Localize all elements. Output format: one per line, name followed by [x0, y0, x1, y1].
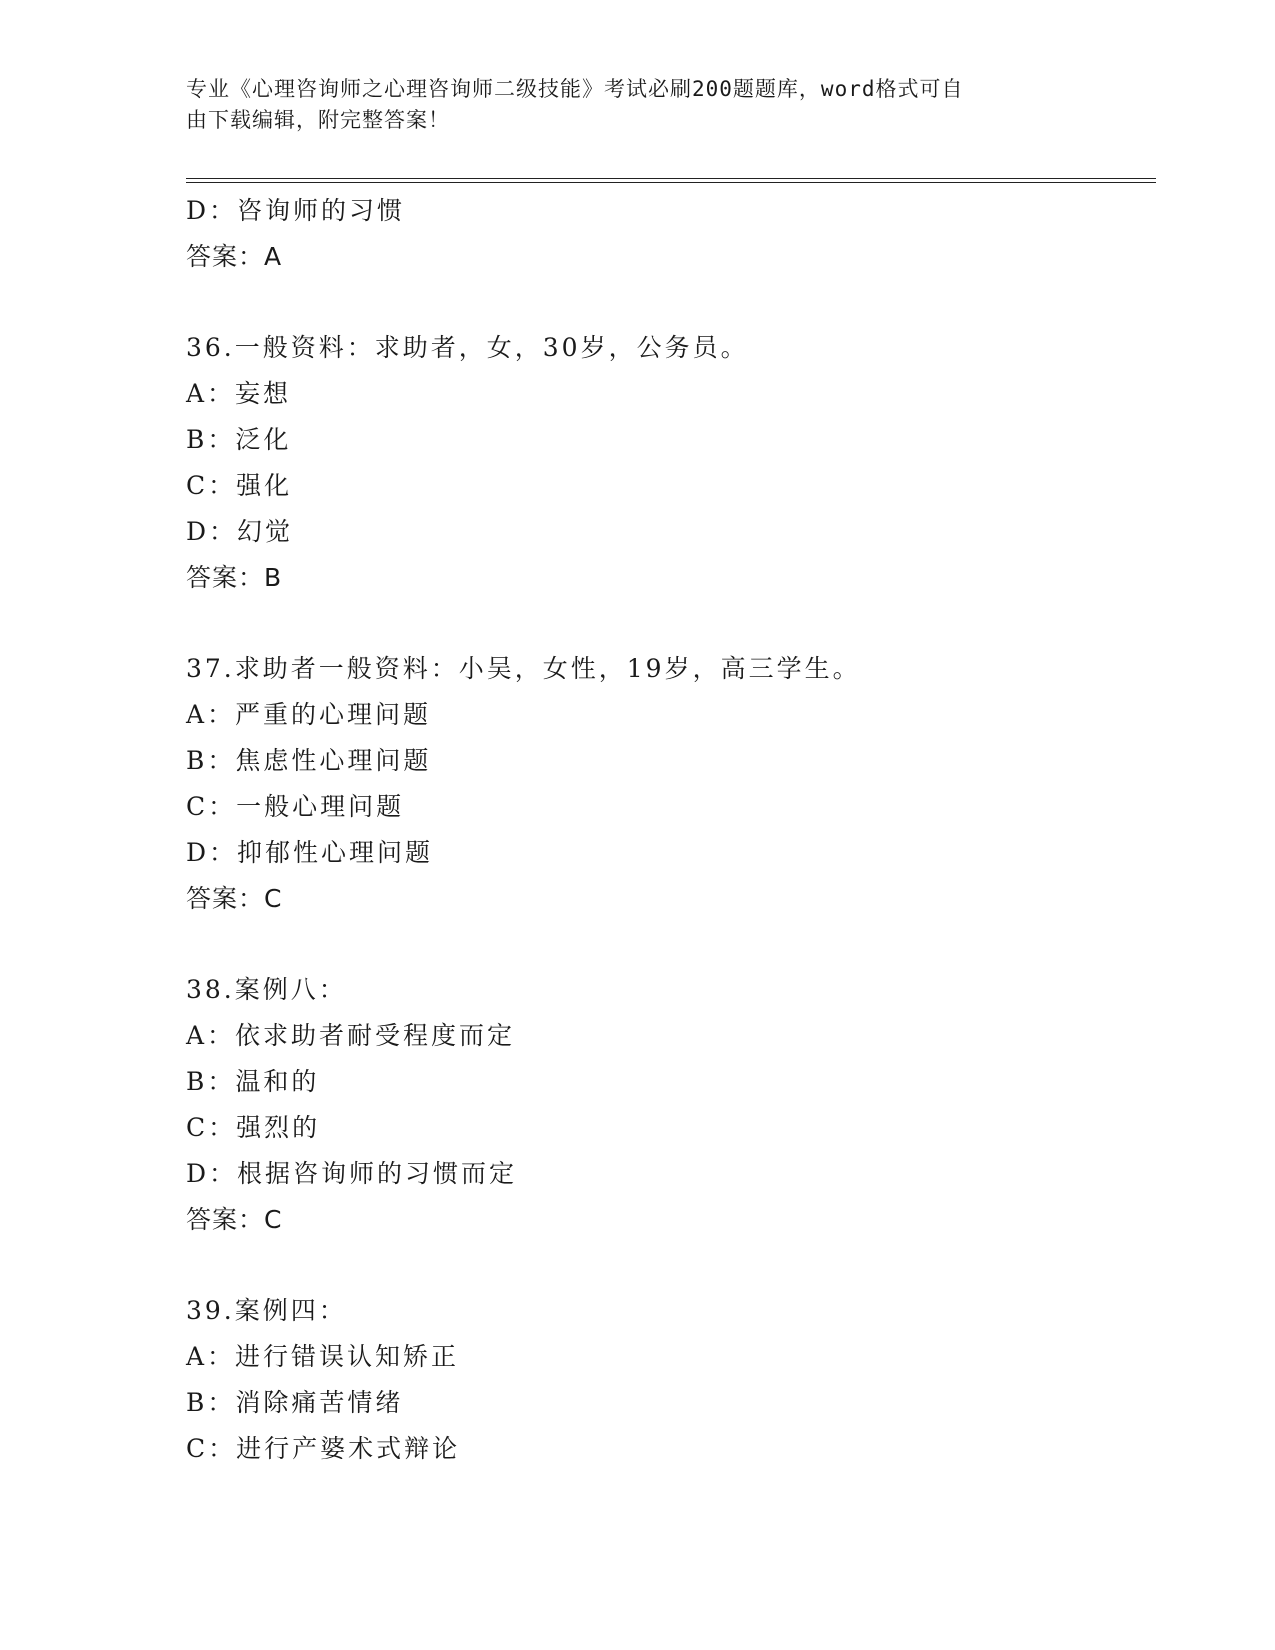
option-b: B：焦虑性心理问题 — [186, 746, 432, 775]
option-d: D：根据咨询师的习惯而定 — [186, 1159, 518, 1188]
option-d: D：抑郁性心理问题 — [186, 838, 434, 867]
spacer — [186, 280, 1156, 325]
header-line-1: 专业《心理咨询师之心理咨询师二级技能》考试必刷200题题库，word格式可自 — [186, 77, 964, 101]
option-d: D：咨询师的习惯 — [186, 196, 406, 225]
spacer — [186, 1243, 1156, 1288]
option-b: B：泛化 — [186, 425, 292, 454]
question-stem: 38.案例八： — [186, 975, 347, 1004]
option-c: C：强烈的 — [186, 1113, 321, 1142]
option-a: A：妄想 — [186, 379, 292, 408]
document-header — [186, 74, 1066, 136]
option-b: B：消除痛苦情绪 — [186, 1388, 404, 1417]
option-a: A：进行错误认知矫正 — [186, 1342, 460, 1371]
answer-line: 答案：B — [186, 563, 283, 592]
question-stem: 39.案例四： — [186, 1296, 347, 1325]
answer-line: 答案：C — [186, 884, 283, 913]
option-c: C：强化 — [186, 471, 293, 500]
answer-line: 答案：A — [186, 242, 283, 271]
answer-line: 答案：C — [186, 1205, 283, 1234]
question-38 — [186, 967, 1156, 1243]
question-stem: 37.求助者一般资料：小吴，女性，19岁，高三学生。 — [186, 654, 861, 683]
option-c: C：一般心理问题 — [186, 792, 405, 821]
header-divider-top — [186, 178, 1156, 179]
option-a: A：依求助者耐受程度而定 — [186, 1021, 516, 1050]
question-39 — [186, 1288, 1156, 1472]
question-36 — [186, 325, 1156, 601]
question-stem: 36.一般资料：求助者，女，30岁，公务员。 — [186, 333, 749, 362]
option-d: D：幻觉 — [186, 517, 294, 546]
header-divider-bottom — [186, 182, 1156, 183]
option-a: A：严重的心理问题 — [186, 700, 432, 729]
option-b: B：温和的 — [186, 1067, 320, 1096]
question-list — [186, 188, 1156, 1472]
question-37 — [186, 646, 1156, 922]
previous-question-tail — [186, 188, 1156, 280]
header-line-2: 由下载编辑，附完整答案！ — [186, 108, 450, 132]
spacer — [186, 922, 1156, 967]
option-c: C：进行产婆术式辩论 — [186, 1434, 461, 1463]
spacer — [186, 601, 1156, 646]
